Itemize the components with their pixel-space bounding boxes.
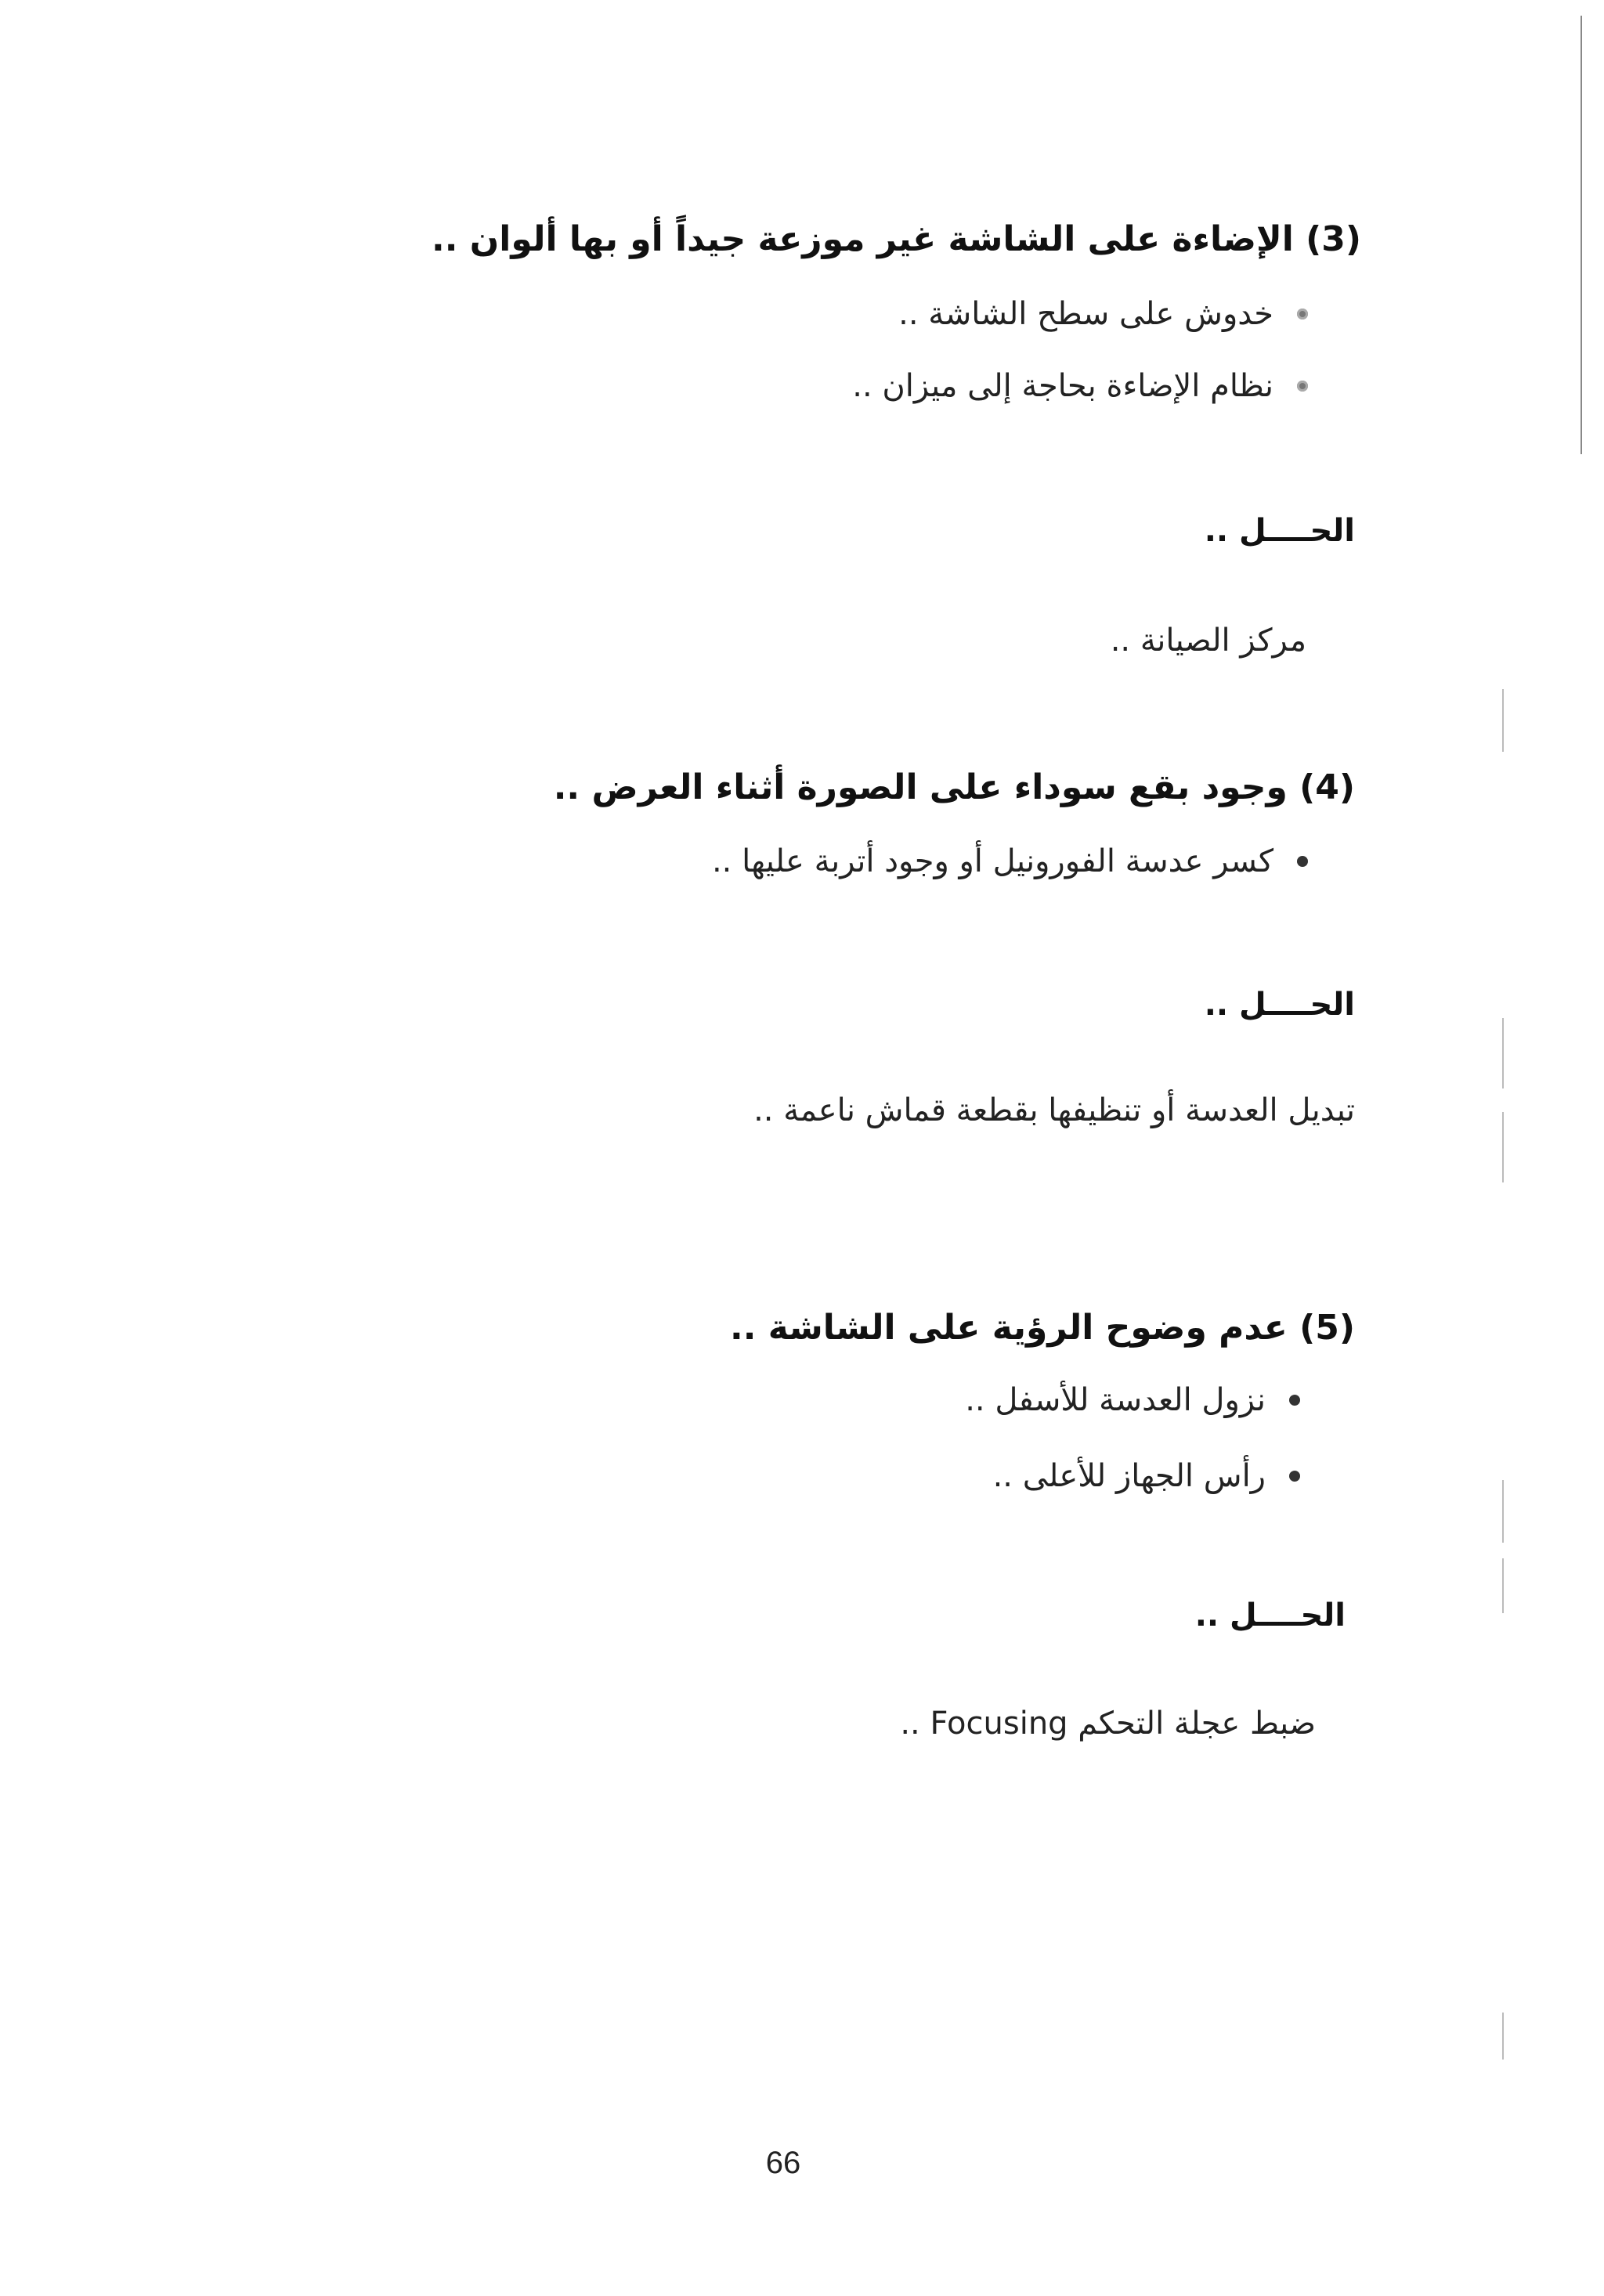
bullet-icon xyxy=(1289,1395,1300,1406)
scan-margin-rule xyxy=(1581,16,1582,454)
bullet-icon xyxy=(1297,856,1308,867)
section5-solution-text: ضبط عجلة التحكم Focusing .. xyxy=(900,1706,1316,1742)
bullet-text: نظام الإضاءة بحاجة إلى ميزان .. xyxy=(852,368,1273,404)
section4-solution-text: تبديل العدسة أو تنظيفها بقطعة قماش ناعمة .. xyxy=(753,1092,1355,1128)
scan-margin-mark xyxy=(1502,689,1504,752)
scan-margin-mark xyxy=(1502,2013,1504,2060)
page-number: 66 xyxy=(765,2146,801,2180)
bullet-text: نزول العدسة للأسفل .. xyxy=(965,1382,1266,1418)
section4-heading: (4) وجود بقع سوداء على الصورة أثناء العرض .. xyxy=(553,767,1355,807)
bullet-text: رأس الجهاز للأعلى .. xyxy=(992,1458,1266,1494)
section5-bullet-2 xyxy=(993,1458,1300,1494)
scan-margin-mark xyxy=(1502,1112,1504,1182)
bullet-icon xyxy=(1289,1471,1300,1482)
bullet-icon xyxy=(1297,309,1308,319)
section5-solution-label: الحــــل .. xyxy=(1194,1597,1346,1634)
section3-solution-text: مركز الصيانة .. xyxy=(1110,623,1306,659)
section4-bullet-1 xyxy=(712,843,1308,879)
bullet-icon xyxy=(1297,381,1308,392)
scan-margin-mark xyxy=(1502,1558,1504,1613)
section3-bullet-2 xyxy=(852,368,1308,404)
section3-bullet-1 xyxy=(898,296,1308,332)
scan-margin-mark xyxy=(1502,1480,1504,1543)
section3-heading: (3) الإضاءة على الشاشة غير موزعة جيداً أو بها ألوان .. xyxy=(432,219,1361,259)
section3-solution-label: الحــــل .. xyxy=(1204,513,1355,549)
section5-bullet-1 xyxy=(965,1382,1300,1418)
scan-margin-mark xyxy=(1502,1018,1504,1088)
bullet-text: كسر عدسة الفورونيل أو وجود أتربة عليها .. xyxy=(711,843,1273,879)
bullet-text: خدوش على سطح الشاشة .. xyxy=(898,296,1273,332)
section5-heading: (5) عدم وضوح الرؤية على الشاشة .. xyxy=(730,1308,1355,1348)
section4-solution-label: الحــــل .. xyxy=(1204,987,1355,1023)
